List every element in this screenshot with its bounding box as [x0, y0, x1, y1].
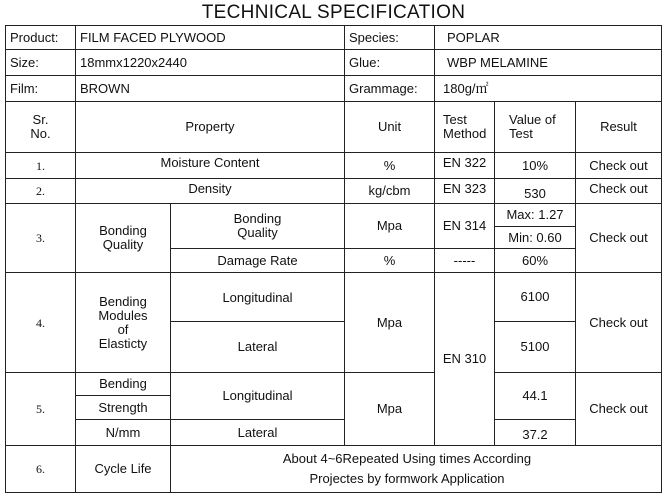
header-test-method: Test Method: [434, 101, 495, 153]
row-4-result: Check out: [575, 272, 662, 373]
glue-label: Glue:: [344, 49, 435, 76]
row-5-no: 5.: [5, 372, 76, 446]
row-3-no: 3.: [5, 203, 76, 273]
document-title: TECHNICAL SPECIFICATION: [201, 2, 466, 23]
row-3-value-min: Min: 0.60: [494, 226, 576, 249]
row-4-value-2: 5100: [494, 321, 576, 373]
film-value: BROWN: [75, 75, 345, 102]
row-4-sub-lateral: Lateral: [170, 321, 345, 373]
row-2-unit: kg/cbm: [344, 178, 435, 204]
row-2-no: 2.: [5, 178, 76, 204]
row-3-group: Bonding Quality: [75, 203, 171, 273]
row-5-sub-lateral: Lateral: [170, 419, 345, 446]
row-5-group-unit: N/mm: [75, 419, 171, 446]
row-6-note: About 4~6Repeated Using times According Projectes by formwork Application: [170, 445, 662, 493]
grammage-value: 180g/㎡: [434, 75, 662, 102]
film-label: Film:: [5, 75, 76, 102]
row-1-unit: %: [344, 152, 435, 179]
species-label: Species:: [344, 25, 435, 50]
species-value: POPLAR: [434, 25, 662, 50]
row-5-value-2: 37.2: [494, 419, 576, 446]
row-1-result: Check out: [575, 152, 662, 179]
row-2-value: 530: [494, 178, 576, 204]
row-5-sub-longitudinal: Longitudinal: [170, 372, 345, 420]
row-4-unit: Mpa: [344, 272, 435, 373]
row-1-no: 1.: [5, 152, 76, 179]
row-1-method: EN 322: [434, 152, 495, 179]
size-label: Size:: [5, 49, 76, 76]
row-5-value-1: 44.1: [494, 372, 576, 420]
row-5-result: Check out: [575, 372, 662, 446]
row-2-method: EN 323: [434, 178, 495, 204]
row-6-no: 6.: [5, 445, 76, 493]
row-3-unit-1: Mpa: [344, 203, 435, 249]
row-4-sub-longitudinal: Longitudinal: [170, 272, 345, 322]
row-3-method-1: EN 314: [434, 203, 495, 249]
product-label: Product:: [5, 25, 76, 50]
product-value: FILM FACED PLYWOOD: [75, 25, 345, 50]
row-4-no: 4.: [5, 272, 76, 373]
row-5-group-strength: Strength: [75, 395, 171, 420]
row-3-sub-damage-rate: Damage Rate: [170, 248, 345, 273]
row-3-unit-2: %: [344, 248, 435, 273]
header-unit: Unit: [344, 101, 435, 153]
row-3-value-2: 60%: [494, 248, 576, 273]
method-en-310: EN 310: [434, 272, 495, 446]
row-5-unit: Mpa: [344, 372, 435, 446]
header-property: Property: [75, 101, 345, 153]
row-3-sub-bonding-quality: Bonding Quality: [170, 203, 345, 249]
size-value: 18mmx1220x2440: [75, 49, 345, 76]
row-2-result: Check out: [575, 178, 662, 204]
glue-value: WBP MELAMINE: [434, 49, 662, 76]
row-1-property: Moisture Content: [75, 152, 345, 179]
row-3-method-2: -----: [434, 248, 495, 273]
row-2-property: Density: [75, 178, 345, 204]
row-6-property: Cycle Life: [75, 445, 171, 493]
header-sr-no: Sr. No.: [5, 101, 76, 153]
row-3-value-max: Max: 1.27: [494, 203, 576, 227]
row-3-result: Check out: [575, 203, 662, 273]
row-4-value-1: 6100: [494, 272, 576, 322]
row-1-value: 10%: [494, 152, 576, 179]
grammage-label: Grammage:: [344, 75, 435, 102]
row-5-group-bending: Bending: [75, 372, 171, 396]
row-4-group: Bending Modules of Elasticty: [75, 272, 171, 373]
header-value-of-test: Value of Test: [494, 101, 576, 153]
header-result: Result: [575, 101, 662, 153]
